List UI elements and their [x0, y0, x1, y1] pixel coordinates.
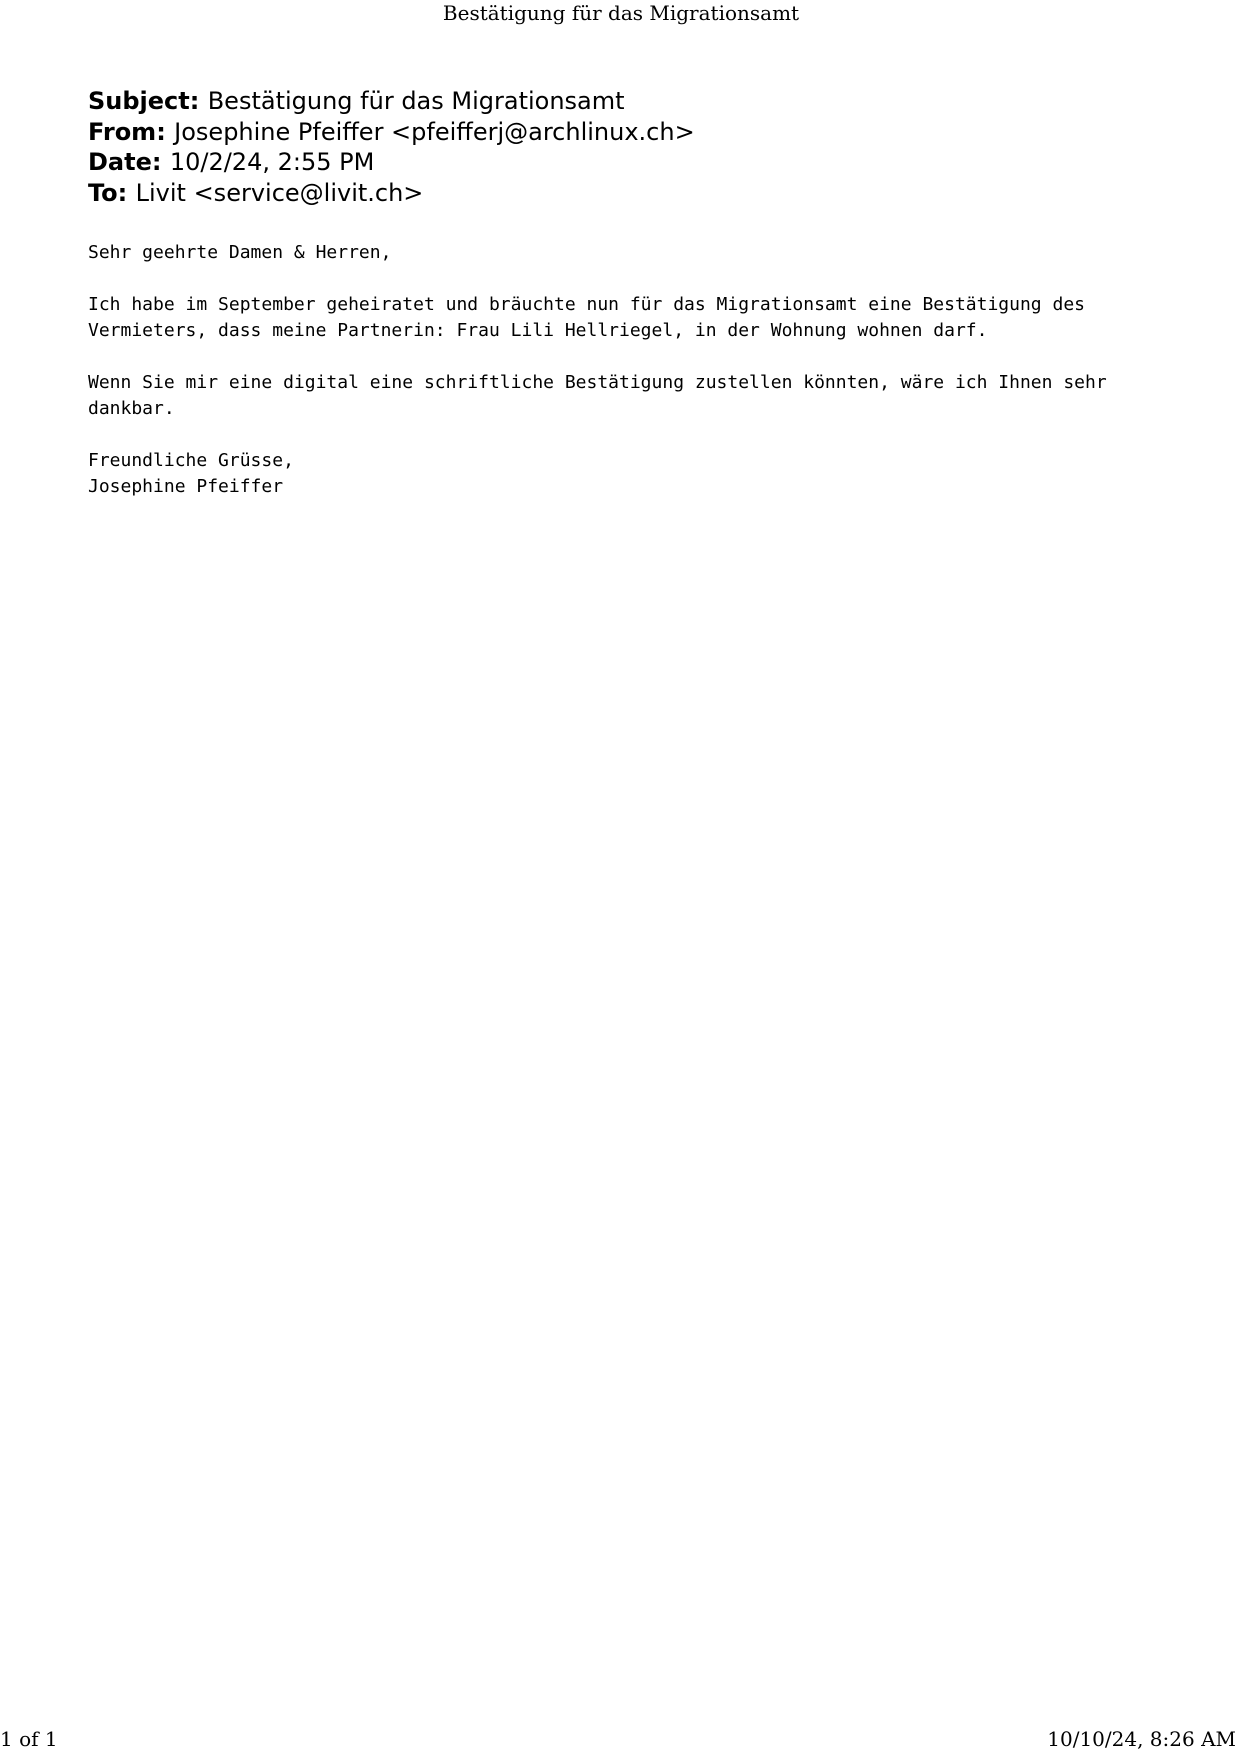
subject-value: Bestätigung für das Migrationsamt: [207, 87, 625, 115]
signature: Josephine Pfeiffer: [88, 476, 284, 497]
print-timestamp: 10/10/24, 8:26 AM: [1047, 1727, 1236, 1751]
to-label: To:: [88, 178, 136, 207]
subject-label: Subject:: [88, 87, 208, 115]
print-page-title: Bestätigung für das Migrationsamt: [442, 1, 800, 25]
body-paragraph-2: Wenn Sie mir eine digital eine schriftliche Bestätigung zustellen könnten, wäre ich Ihnen sehr dankbar.: [88, 372, 1118, 419]
subject-line: [88, 86, 695, 117]
email-body: [88, 240, 1168, 500]
page-count: 1 of 1: [0, 1727, 58, 1751]
body-paragraph-1: Ich habe im September geheiratet und bräuchte nun für das Migrationsamt eine Bestätigung des Vermieters, dass meine Partnerin: Frau Lili Hellriegel, in der Wohnung wohnen darf.: [88, 294, 1096, 341]
greeting: Sehr geehrte Damen & Herren,: [88, 242, 392, 263]
date-value: 10/2/24, 2:55 PM: [169, 148, 375, 176]
from-label: From:: [88, 117, 175, 146]
from-value: Josephine Pfeiffer <pfeifferj@archlinux.ch>: [174, 117, 695, 146]
to-line: [88, 178, 695, 209]
from-line: [88, 117, 695, 148]
email-header: [88, 86, 695, 208]
date-line: [88, 147, 695, 178]
closing: Freundliche Grüsse,: [88, 450, 294, 471]
date-label: Date:: [88, 148, 170, 176]
to-value: Livit <service@livit.ch>: [135, 178, 424, 207]
